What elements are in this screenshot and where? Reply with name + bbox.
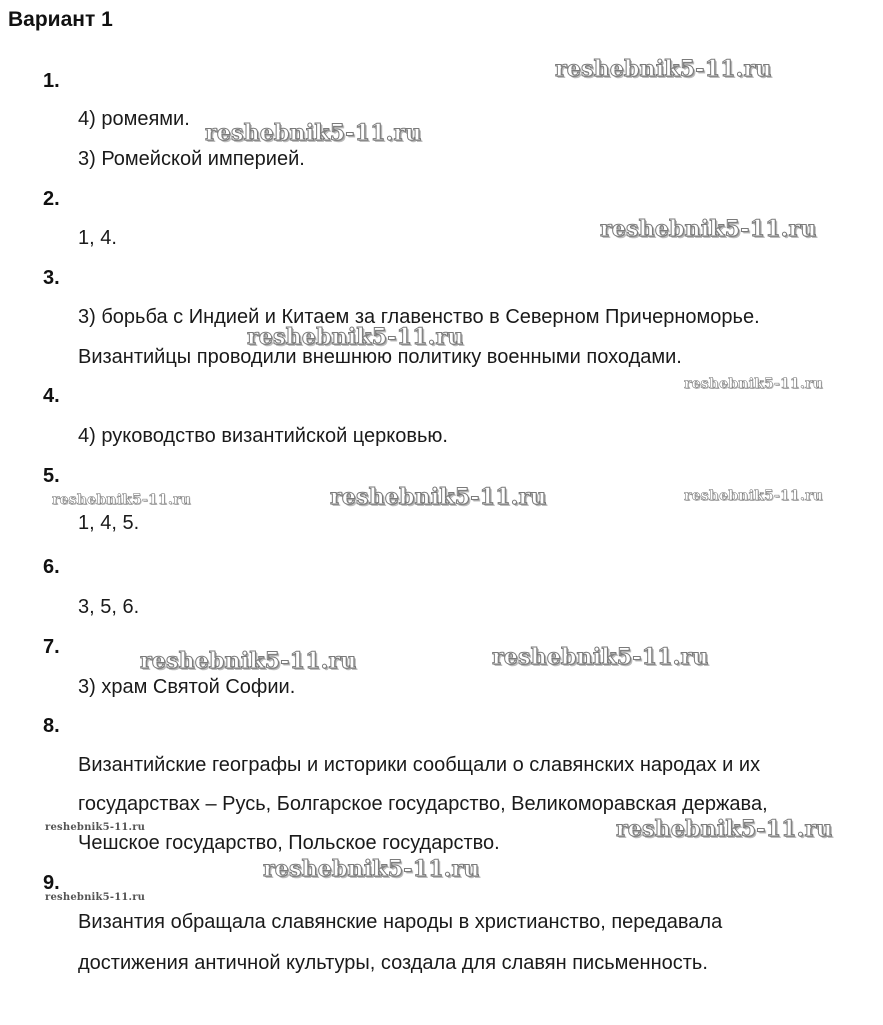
answer-line: 4) ромеями.: [78, 108, 190, 130]
watermark: reshebnik5-11.ru: [330, 484, 547, 510]
question-number: 1.: [43, 70, 60, 92]
question-number: 9.: [43, 872, 60, 894]
watermark: reshebnik5-11.ru: [45, 892, 146, 903]
answer-line: 1, 4, 5.: [78, 512, 140, 534]
page-title: Вариант 1: [8, 8, 113, 31]
answer-line: 3) храм Святой Софии.: [78, 676, 296, 698]
answer-line: 4) руководство византийской церковью.: [78, 425, 448, 447]
watermark: reshebnik5-11.ru: [600, 216, 817, 242]
question-number: 5.: [43, 465, 60, 487]
answer-line: 3) борьба с Индией и Китаем за главенство в Северном Причерноморье.: [78, 306, 760, 328]
answer-line: 3) Ромейской империей.: [78, 148, 305, 170]
question-number: 3.: [43, 267, 60, 289]
answer-line: 1, 4.: [78, 227, 117, 249]
answer-line: достижения античной культуры, создала для славян письменность.: [78, 952, 708, 974]
answer-line: Византийцы проводили внешнюю политику военными походами.: [78, 346, 682, 368]
watermark: reshebnik5-11.ru: [205, 120, 422, 146]
watermark: reshebnik5-11.ru: [616, 816, 833, 842]
watermark: reshebnik5-11.ru: [684, 488, 823, 504]
answer-line: Византийские географы и историки сообщали о славянских народах и их: [78, 754, 761, 776]
answer-line: государствах – Русь, Болгарское государство, Великоморавская держава,: [78, 793, 768, 815]
watermark: reshebnik5-11.ru: [247, 324, 464, 350]
watermark: reshebnik5-11.ru: [555, 56, 772, 82]
watermark: reshebnik5-11.ru: [263, 856, 480, 882]
watermark: reshebnik5-11.ru: [45, 822, 146, 833]
question-number: 4.: [43, 385, 60, 407]
question-number: 8.: [43, 715, 60, 737]
watermark: reshebnik5-11.ru: [52, 492, 191, 508]
question-number: 2.: [43, 188, 60, 210]
question-number: 6.: [43, 556, 60, 578]
watermark: reshebnik5-11.ru: [140, 648, 357, 674]
question-number: 7.: [43, 636, 60, 658]
answer-line: 3, 5, 6.: [78, 596, 140, 618]
answer-line: Чешское государство, Польское государство.: [78, 832, 500, 854]
watermark: reshebnik5-11.ru: [684, 376, 823, 392]
watermark: reshebnik5-11.ru: [492, 644, 709, 670]
answer-line: Византия обращала славянские народы в христианство, передавала: [78, 911, 723, 933]
